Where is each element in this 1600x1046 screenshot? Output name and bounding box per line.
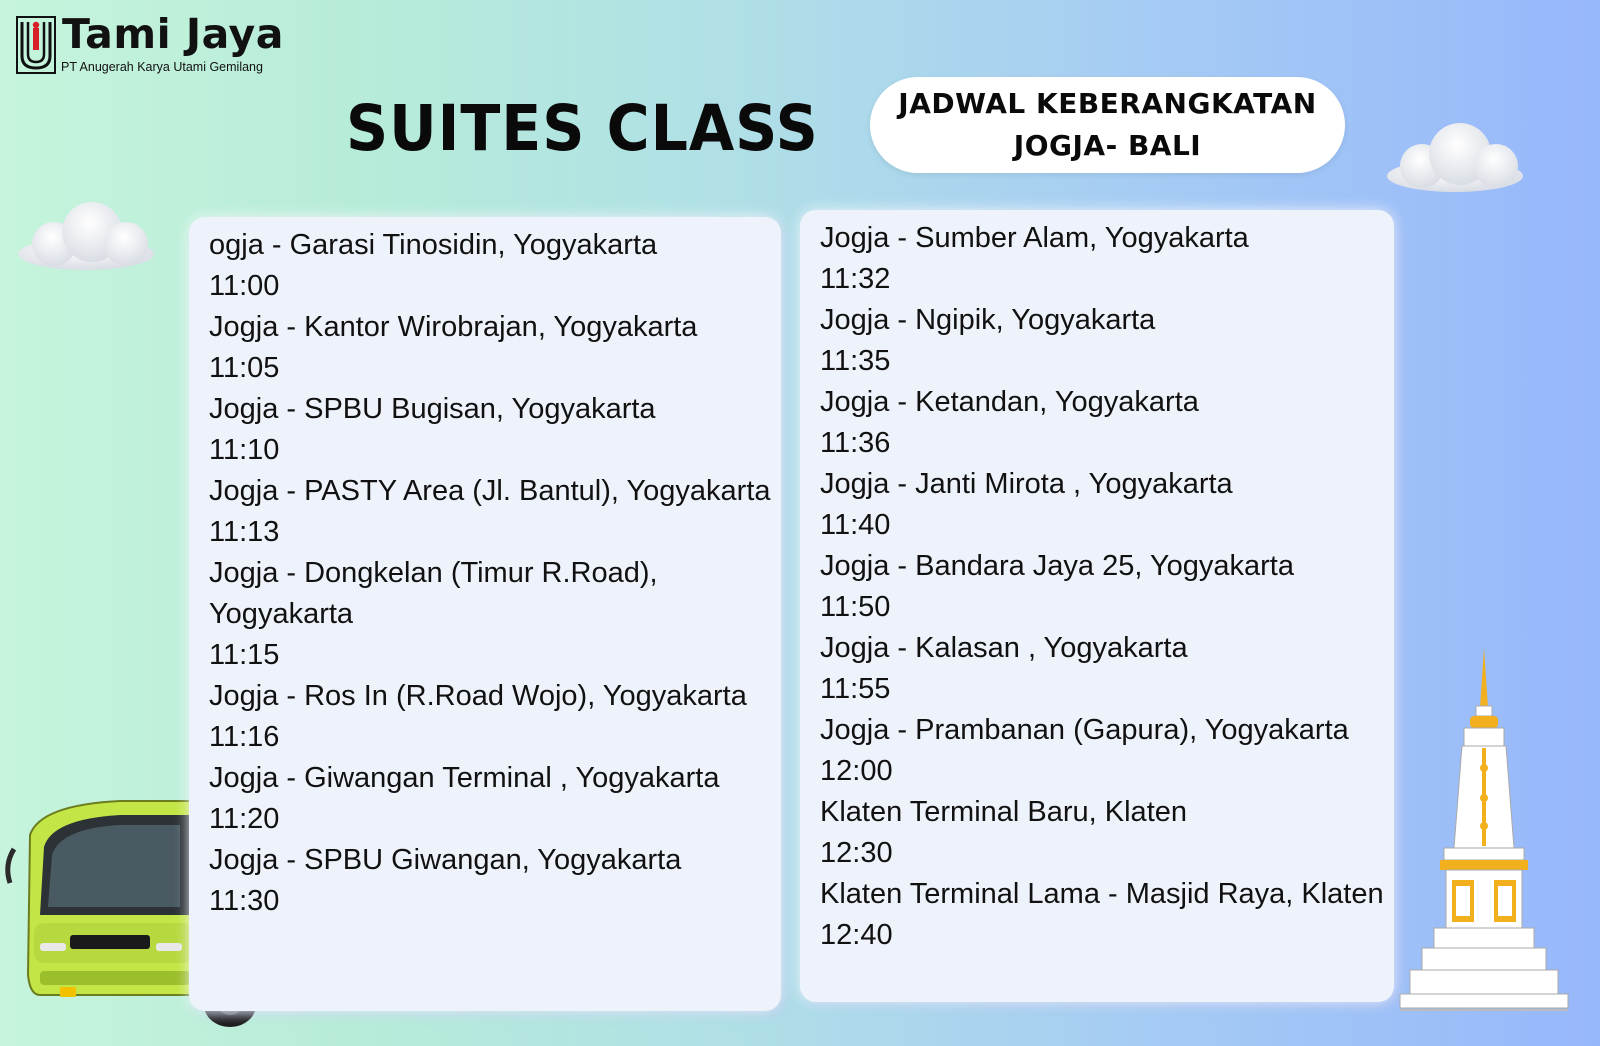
stop-time: 12:00 [820,755,893,787]
stop-item [820,218,1386,300]
stop-item [820,464,1386,546]
stop-time: 11:10 [209,434,280,466]
stop-item [209,225,773,307]
stop-place: Jogja - SPBU Giwangan, Yogyakarta [209,844,682,876]
brand-name: Tami Jaya [62,10,284,58]
stop-item [820,792,1386,874]
cloud-icon [1382,120,1528,196]
stop-item [209,389,773,471]
stop-place: Jogja - SPBU Bugisan, Yogyakarta [209,393,656,425]
stop-item [209,676,773,758]
stop-item [820,628,1386,710]
stop-time: 11:13 [209,516,280,548]
stop-time: 11:15 [209,639,280,671]
stop-place: Jogja - Dongkelan (Timur R.Road), Yogyakarta [209,557,658,630]
brand-company: PT Anugerah Karya Utami Gemilang [61,60,263,74]
stop-place: Jogja - Janti Mirota , Yogyakarta [820,468,1233,500]
stop-place: Jogja - Sumber Alam, Yogyakarta [820,222,1249,254]
stop-place: Klaten Terminal Lama - Masjid Raya, Klaten [820,878,1384,910]
stop-time: 11:36 [820,427,891,459]
stop-time: 11:55 [820,673,891,705]
brand-logo [16,10,306,78]
stop-item [820,382,1386,464]
stop-item [820,874,1386,956]
stop-list-left [209,225,773,922]
schedule-badge-line2: JOGJA- BALI [1013,129,1202,162]
stop-place: Jogja - PASTY Area (Jl. Bantul), Yogyakarta [209,475,771,507]
stop-place: Jogja - Kantor Wirobrajan, Yogyakarta [209,311,698,343]
stop-place: ogja - Garasi Tinosidin, Yogyakarta [209,229,658,261]
stop-time: 11:16 [209,721,280,753]
stop-list-right [820,218,1386,956]
stop-place: Jogja - Prambanan (Gapura), Yogyakarta [820,714,1349,746]
stop-place: Jogja - Ngipik, Yogyakarta [820,304,1156,336]
stop-item [209,471,773,553]
stop-place: Jogja - Giwangan Terminal , Yogyakarta [209,762,720,794]
stop-place: Jogja - Ros In (R.Road Wojo), Yogyakarta [209,680,747,712]
stop-item [820,546,1386,628]
cloud-icon [14,198,158,274]
stop-time: 11:30 [209,885,280,917]
stop-item [820,300,1386,382]
schedule-card-right [800,210,1394,1002]
stop-time: 11:00 [209,270,280,302]
stop-item [209,307,773,389]
schedule-card-left [189,217,781,1011]
stop-time: 11:20 [209,803,280,835]
schedule-badge [870,77,1345,173]
page-title: SUITES CLASS [346,92,819,165]
tami-jaya-logo-icon [16,16,56,74]
stop-time: 12:30 [820,837,893,869]
stop-time: 12:40 [820,919,893,951]
stop-place: Klaten Terminal Baru, Klaten [820,796,1188,828]
stop-place: Jogja - Kalasan , Yogyakarta [820,632,1188,664]
stop-time: 11:50 [820,591,891,623]
stop-time: 11:35 [820,345,891,377]
stop-time: 11:40 [820,509,891,541]
stop-place: Jogja - Ketandan, Yogyakarta [820,386,1199,418]
stop-item [209,758,773,840]
stop-item [820,710,1386,792]
schedule-badge-line1: JADWAL KEBERANGKATAN [898,87,1317,120]
stop-item [209,553,773,676]
stop-time: 11:05 [209,352,280,384]
stop-place: Jogja - Bandara Jaya 25, Yogyakarta [820,550,1294,582]
stop-item [209,840,773,922]
stop-time: 11:32 [820,263,891,295]
tugu-monument-illustration [1398,648,1570,1036]
